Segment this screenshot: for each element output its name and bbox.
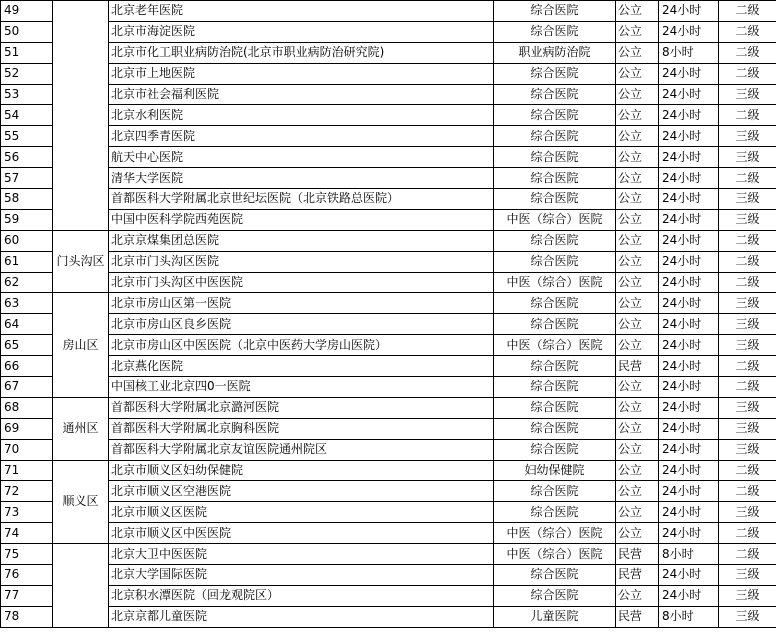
table-row	[1, 606, 776, 627]
district-cell: 门头沟区	[53, 230, 109, 293]
service-hours: 24小时	[659, 523, 719, 544]
service-hours: 24小时	[659, 126, 719, 147]
hospital-level: 三级	[719, 314, 776, 335]
hospital-type: 中医（综合）医院	[494, 335, 616, 356]
row-number: 64	[1, 314, 53, 335]
service-hours: 24小时	[659, 209, 719, 230]
hospital-level: 三级	[719, 565, 776, 586]
hospital-level: 二级	[719, 460, 776, 481]
service-hours: 24小时	[659, 251, 719, 272]
hospital-name: 首都医科大学附属北京潞河医院	[109, 397, 494, 418]
hospital-type: 综合医院	[494, 439, 616, 460]
hospital-name: 首都医科大学附属北京世纪坛医院（北京铁路总医院）	[109, 189, 494, 210]
row-number: 62	[1, 272, 53, 293]
hospital-level: 三级	[719, 126, 776, 147]
hospital-type: 综合医院	[494, 21, 616, 42]
table-row	[1, 84, 776, 105]
hospital-type: 综合医院	[494, 356, 616, 377]
service-hours: 24小时	[659, 314, 719, 335]
service-hours: 24小时	[659, 230, 719, 251]
ownership: 公立	[616, 126, 659, 147]
service-hours: 24小时	[659, 147, 719, 168]
ownership: 公立	[616, 523, 659, 544]
hospital-level: 二级	[719, 42, 776, 63]
table-row	[1, 502, 776, 523]
row-number: 76	[1, 565, 53, 586]
hospital-level: 二级	[719, 1, 776, 22]
service-hours: 24小时	[659, 585, 719, 606]
ownership: 公立	[616, 63, 659, 84]
hospital-name: 北京燕化医院	[109, 356, 494, 377]
ownership: 公立	[616, 439, 659, 460]
table-row	[1, 293, 776, 314]
district-cell	[53, 1, 109, 231]
hospital-level: 二级	[719, 272, 776, 293]
hospital-name: 北京市社会福利医院	[109, 84, 494, 105]
district-cell	[53, 544, 109, 628]
row-number: 70	[1, 439, 53, 460]
service-hours: 24小时	[659, 565, 719, 586]
service-hours: 24小时	[659, 356, 719, 377]
hospital-level: 三级	[719, 189, 776, 210]
row-number: 73	[1, 502, 53, 523]
hospital-type: 综合医院	[494, 585, 616, 606]
hospital-table-body	[1, 1, 776, 628]
hospital-name: 北京四季青医院	[109, 126, 494, 147]
hospital-name: 中国核工业北京四0一医院	[109, 377, 494, 398]
hospital-type: 中医（综合）医院	[494, 523, 616, 544]
hospital-level: 三级	[719, 293, 776, 314]
table-row	[1, 63, 776, 84]
hospital-type: 综合医院	[494, 251, 616, 272]
row-number: 56	[1, 147, 53, 168]
hospital-level: 三级	[719, 84, 776, 105]
service-hours: 24小时	[659, 481, 719, 502]
ownership: 公立	[616, 230, 659, 251]
table-row	[1, 544, 776, 565]
ownership: 公立	[616, 481, 659, 502]
hospital-name: 航天中心医院	[109, 147, 494, 168]
hospital-name: 北京市顺义区中医医院	[109, 523, 494, 544]
ownership: 公立	[616, 502, 659, 523]
ownership: 民营	[616, 565, 659, 586]
table-row	[1, 230, 776, 251]
hospital-name: 北京水利医院	[109, 105, 494, 126]
hospital-level: 二级	[719, 230, 776, 251]
hospital-type: 综合医院	[494, 126, 616, 147]
hospital-name: 北京市顺义区医院	[109, 502, 494, 523]
hospital-type: 综合医院	[494, 1, 616, 22]
table-row	[1, 585, 776, 606]
service-hours: 24小时	[659, 1, 719, 22]
hospital-name: 北京京都儿童医院	[109, 606, 494, 627]
row-number: 54	[1, 105, 53, 126]
hospital-type: 职业病防治院	[494, 42, 616, 63]
ownership: 公立	[616, 42, 659, 63]
district-cell: 通州区	[53, 397, 109, 460]
row-number: 51	[1, 42, 53, 63]
ownership: 公立	[616, 209, 659, 230]
hospital-name: 北京市顺义区妇幼保健院	[109, 460, 494, 481]
row-number: 53	[1, 84, 53, 105]
hospital-type: 综合医院	[494, 397, 616, 418]
hospital-name: 清华大学医院	[109, 168, 494, 189]
ownership: 公立	[616, 397, 659, 418]
row-number: 69	[1, 418, 53, 439]
table-row	[1, 523, 776, 544]
table-row	[1, 272, 776, 293]
ownership: 公立	[616, 418, 659, 439]
ownership: 公立	[616, 272, 659, 293]
hospital-name: 北京市房山区中医医院（北京中医药大学房山医院）	[109, 335, 494, 356]
table-row	[1, 481, 776, 502]
row-number: 78	[1, 606, 53, 627]
hospital-level: 二级	[719, 21, 776, 42]
table-row	[1, 314, 776, 335]
table-row	[1, 42, 776, 63]
hospital-level: 二级	[719, 377, 776, 398]
hospital-name: 北京市房山区第一医院	[109, 293, 494, 314]
row-number: 61	[1, 251, 53, 272]
hospital-level: 二级	[719, 168, 776, 189]
hospital-type: 综合医院	[494, 565, 616, 586]
hospital-type: 综合医院	[494, 293, 616, 314]
row-number: 66	[1, 356, 53, 377]
row-number: 77	[1, 585, 53, 606]
row-number: 72	[1, 481, 53, 502]
row-number: 75	[1, 544, 53, 565]
hospital-level: 三级	[719, 606, 776, 627]
row-number: 58	[1, 189, 53, 210]
ownership: 公立	[616, 189, 659, 210]
ownership: 公立	[616, 335, 659, 356]
district-cell: 房山区	[53, 293, 109, 397]
district-cell: 顺义区	[53, 460, 109, 544]
table-row	[1, 356, 776, 377]
hospital-name: 首都医科大学附属北京胸科医院	[109, 418, 494, 439]
row-number: 52	[1, 63, 53, 84]
hospital-type: 综合医院	[494, 377, 616, 398]
row-number: 55	[1, 126, 53, 147]
hospital-name: 北京老年医院	[109, 1, 494, 22]
hospital-type: 综合医院	[494, 63, 616, 84]
hospital-level: 三级	[719, 209, 776, 230]
table-row	[1, 105, 776, 126]
service-hours: 8小时	[659, 606, 719, 627]
service-hours: 24小时	[659, 168, 719, 189]
row-number: 65	[1, 335, 53, 356]
hospital-level: 三级	[719, 335, 776, 356]
row-number: 57	[1, 168, 53, 189]
ownership: 公立	[616, 105, 659, 126]
hospital-name: 北京市海淀医院	[109, 21, 494, 42]
hospital-type: 儿童医院	[494, 606, 616, 627]
service-hours: 24小时	[659, 439, 719, 460]
ownership: 公立	[616, 147, 659, 168]
ownership: 公立	[616, 21, 659, 42]
hospital-type: 中医（综合）医院	[494, 209, 616, 230]
service-hours: 24小时	[659, 63, 719, 84]
hospital-type: 综合医院	[494, 168, 616, 189]
table-row	[1, 209, 776, 230]
service-hours: 24小时	[659, 189, 719, 210]
hospital-level: 二级	[719, 356, 776, 377]
hospital-type: 综合医院	[494, 314, 616, 335]
hospital-name: 北京市上地医院	[109, 63, 494, 84]
service-hours: 24小时	[659, 84, 719, 105]
service-hours: 24小时	[659, 272, 719, 293]
hospital-type: 妇幼保健院	[494, 460, 616, 481]
hospital-level: 三级	[719, 397, 776, 418]
hospital-type: 综合医院	[494, 230, 616, 251]
ownership: 民营	[616, 356, 659, 377]
hospital-level: 二级	[719, 105, 776, 126]
ownership: 公立	[616, 1, 659, 22]
hospital-name: 中国中医科学院西苑医院	[109, 209, 494, 230]
hospital-name: 北京大学国际医院	[109, 565, 494, 586]
hospital-name: 首都医科大学附属北京友谊医院通州院区	[109, 439, 494, 460]
service-hours: 8小时	[659, 42, 719, 63]
hospital-level: 三级	[719, 585, 776, 606]
table-row	[1, 397, 776, 418]
ownership: 公立	[616, 314, 659, 335]
table-row	[1, 418, 776, 439]
table-row	[1, 335, 776, 356]
row-number: 50	[1, 21, 53, 42]
hospital-level: 二级	[719, 481, 776, 502]
table-row	[1, 439, 776, 460]
ownership: 公立	[616, 460, 659, 481]
hospital-level: 二级	[719, 63, 776, 84]
hospital-name: 北京大卫中医医院	[109, 544, 494, 565]
hospital-name: 北京市门头沟区医院	[109, 251, 494, 272]
hospital-type: 中医（综合）医院	[494, 272, 616, 293]
hospital-name: 北京市门头沟区中医医院	[109, 272, 494, 293]
table-row	[1, 189, 776, 210]
table-row	[1, 1, 776, 22]
service-hours: 24小时	[659, 21, 719, 42]
service-hours: 24小时	[659, 397, 719, 418]
service-hours: 24小时	[659, 460, 719, 481]
hospital-type: 综合医院	[494, 502, 616, 523]
hospital-type: 综合医院	[494, 147, 616, 168]
hospital-name: 北京京煤集团总医院	[109, 230, 494, 251]
ownership: 民营	[616, 606, 659, 627]
ownership: 公立	[616, 84, 659, 105]
row-number: 59	[1, 209, 53, 230]
table-row	[1, 565, 776, 586]
row-number: 68	[1, 397, 53, 418]
service-hours: 24小时	[659, 418, 719, 439]
row-number: 60	[1, 230, 53, 251]
hospital-name: 北京积水潭医院（回龙观院区）	[109, 585, 494, 606]
row-number: 71	[1, 460, 53, 481]
hospital-name: 北京市化工职业病防治院(北京市职业病防治研究院)	[109, 42, 494, 63]
service-hours: 24小时	[659, 377, 719, 398]
table-row	[1, 168, 776, 189]
hospital-type: 综合医院	[494, 481, 616, 502]
row-number: 63	[1, 293, 53, 314]
hospital-level: 三级	[719, 502, 776, 523]
hospital-level: 二级	[719, 544, 776, 565]
row-number: 49	[1, 1, 53, 22]
ownership: 公立	[616, 251, 659, 272]
hospital-type: 综合医院	[494, 189, 616, 210]
table-row	[1, 377, 776, 398]
ownership: 公立	[616, 585, 659, 606]
hospital-level: 二级	[719, 523, 776, 544]
hospital-type: 综合医院	[494, 84, 616, 105]
hospital-type: 综合医院	[494, 105, 616, 126]
service-hours: 24小时	[659, 105, 719, 126]
hospital-type: 综合医院	[494, 418, 616, 439]
table-row	[1, 126, 776, 147]
hospital-level: 三级	[719, 418, 776, 439]
ownership: 民营	[616, 544, 659, 565]
table-row	[1, 21, 776, 42]
row-number: 74	[1, 523, 53, 544]
table-row	[1, 460, 776, 481]
service-hours: 24小时	[659, 335, 719, 356]
hospital-type: 中医（综合）医院	[494, 544, 616, 565]
hospital-name: 北京市顺义区空港医院	[109, 481, 494, 502]
ownership: 公立	[616, 377, 659, 398]
ownership: 公立	[616, 168, 659, 189]
service-hours: 24小时	[659, 502, 719, 523]
table-row	[1, 251, 776, 272]
service-hours: 24小时	[659, 293, 719, 314]
hospital-level: 三级	[719, 147, 776, 168]
service-hours: 8小时	[659, 544, 719, 565]
hospital-level: 二级	[719, 251, 776, 272]
hospital-name: 北京市房山区良乡医院	[109, 314, 494, 335]
row-number: 67	[1, 377, 53, 398]
hospital-level: 三级	[719, 439, 776, 460]
table-row	[1, 147, 776, 168]
ownership: 公立	[616, 293, 659, 314]
